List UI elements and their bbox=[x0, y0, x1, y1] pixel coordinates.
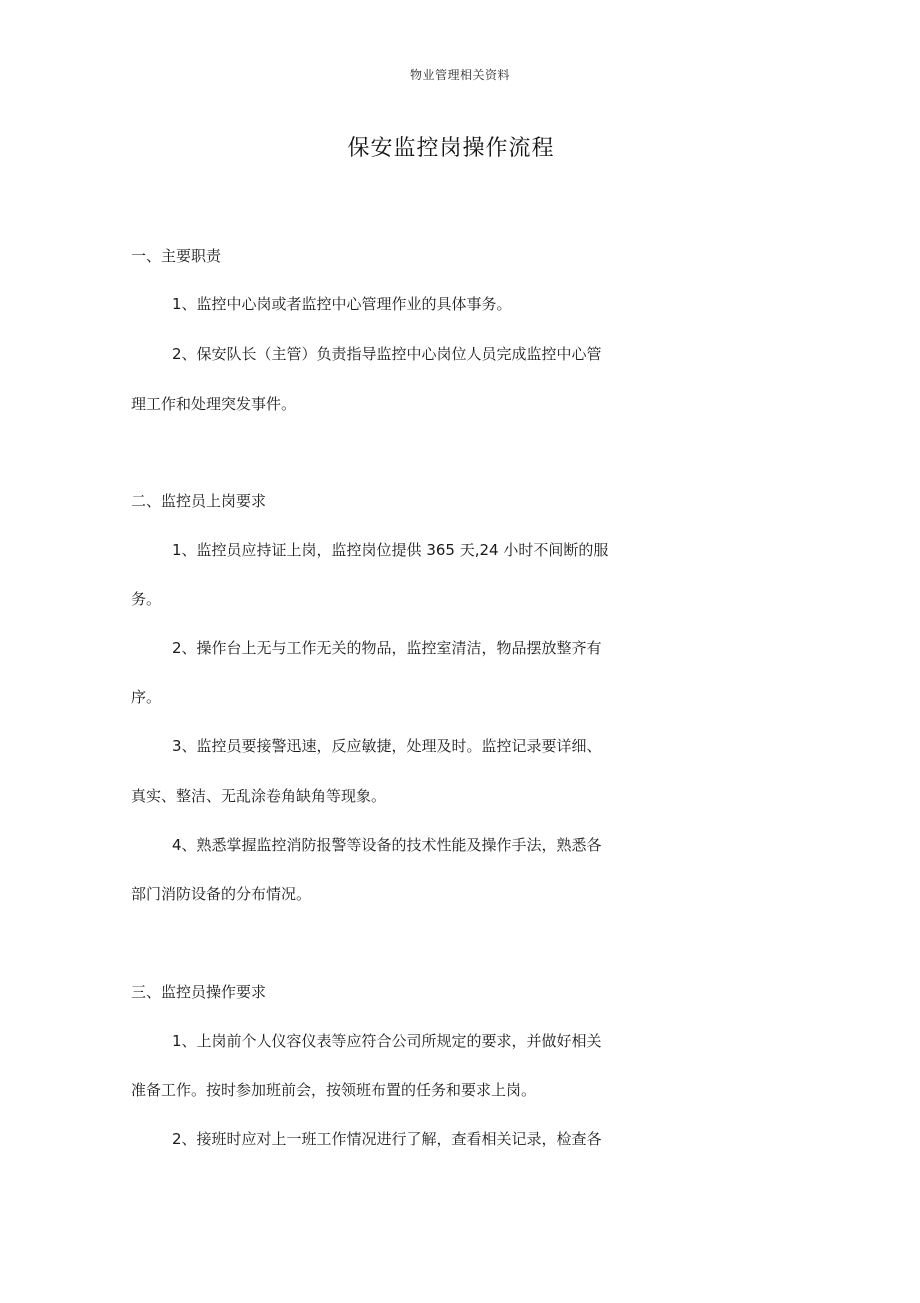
section-heading: 二、监控员上岗要求 bbox=[131, 492, 267, 510]
paragraph-line: 1、上岗前个人仪容仪表等应符合公司所规定的要求，并做好相关 bbox=[172, 1032, 602, 1050]
section-heading: 一、主要职责 bbox=[131, 247, 222, 265]
paragraph-line: 部门消防设备的分布情况。 bbox=[131, 885, 312, 903]
paragraph-line: 务。 bbox=[131, 590, 162, 608]
document-title: 保安监控岗操作流程 bbox=[347, 136, 555, 161]
paragraph-line: 3、监控员要接警迅速，反应敏捷，处理及时。监控记录要详细、 bbox=[172, 737, 602, 755]
header-note: 物业管理相关资料 bbox=[409, 68, 510, 82]
paragraph-line: 4、熟悉掌握监控消防报警等设备的技术性能及操作手法，熟悉各 bbox=[172, 836, 602, 854]
paragraph-line: 真实、整洁、无乱涂卷角缺角等现象。 bbox=[131, 787, 387, 805]
paragraph-line: 序。 bbox=[131, 688, 162, 706]
section-heading: 三、监控员操作要求 bbox=[131, 983, 267, 1001]
paragraph-line: 2、操作台上无与工作无关的物品，监控室清洁，物品摆放整齐有 bbox=[172, 639, 602, 657]
paragraph-line: 1、监控中心岗或者监控中心管理作业的具体事务。 bbox=[172, 295, 512, 313]
paragraph-line: 2、接班时应对上一班工作情况进行了解，查看相关记录，检查各 bbox=[172, 1130, 602, 1148]
paragraph-line: 理工作和处理突发事件。 bbox=[131, 395, 297, 413]
paragraph-line: 2、保安队长（主管）负责指导监控中心岗位人员完成监控中心管 bbox=[172, 345, 602, 363]
paragraph-line: 准备工作。按时参加班前会，按领班布置的任务和要求上岗。 bbox=[131, 1081, 537, 1099]
paragraph-line: 1、监控员应持证上岗，监控岗位提供 365 天,24 小时不间断的服 bbox=[172, 541, 609, 559]
